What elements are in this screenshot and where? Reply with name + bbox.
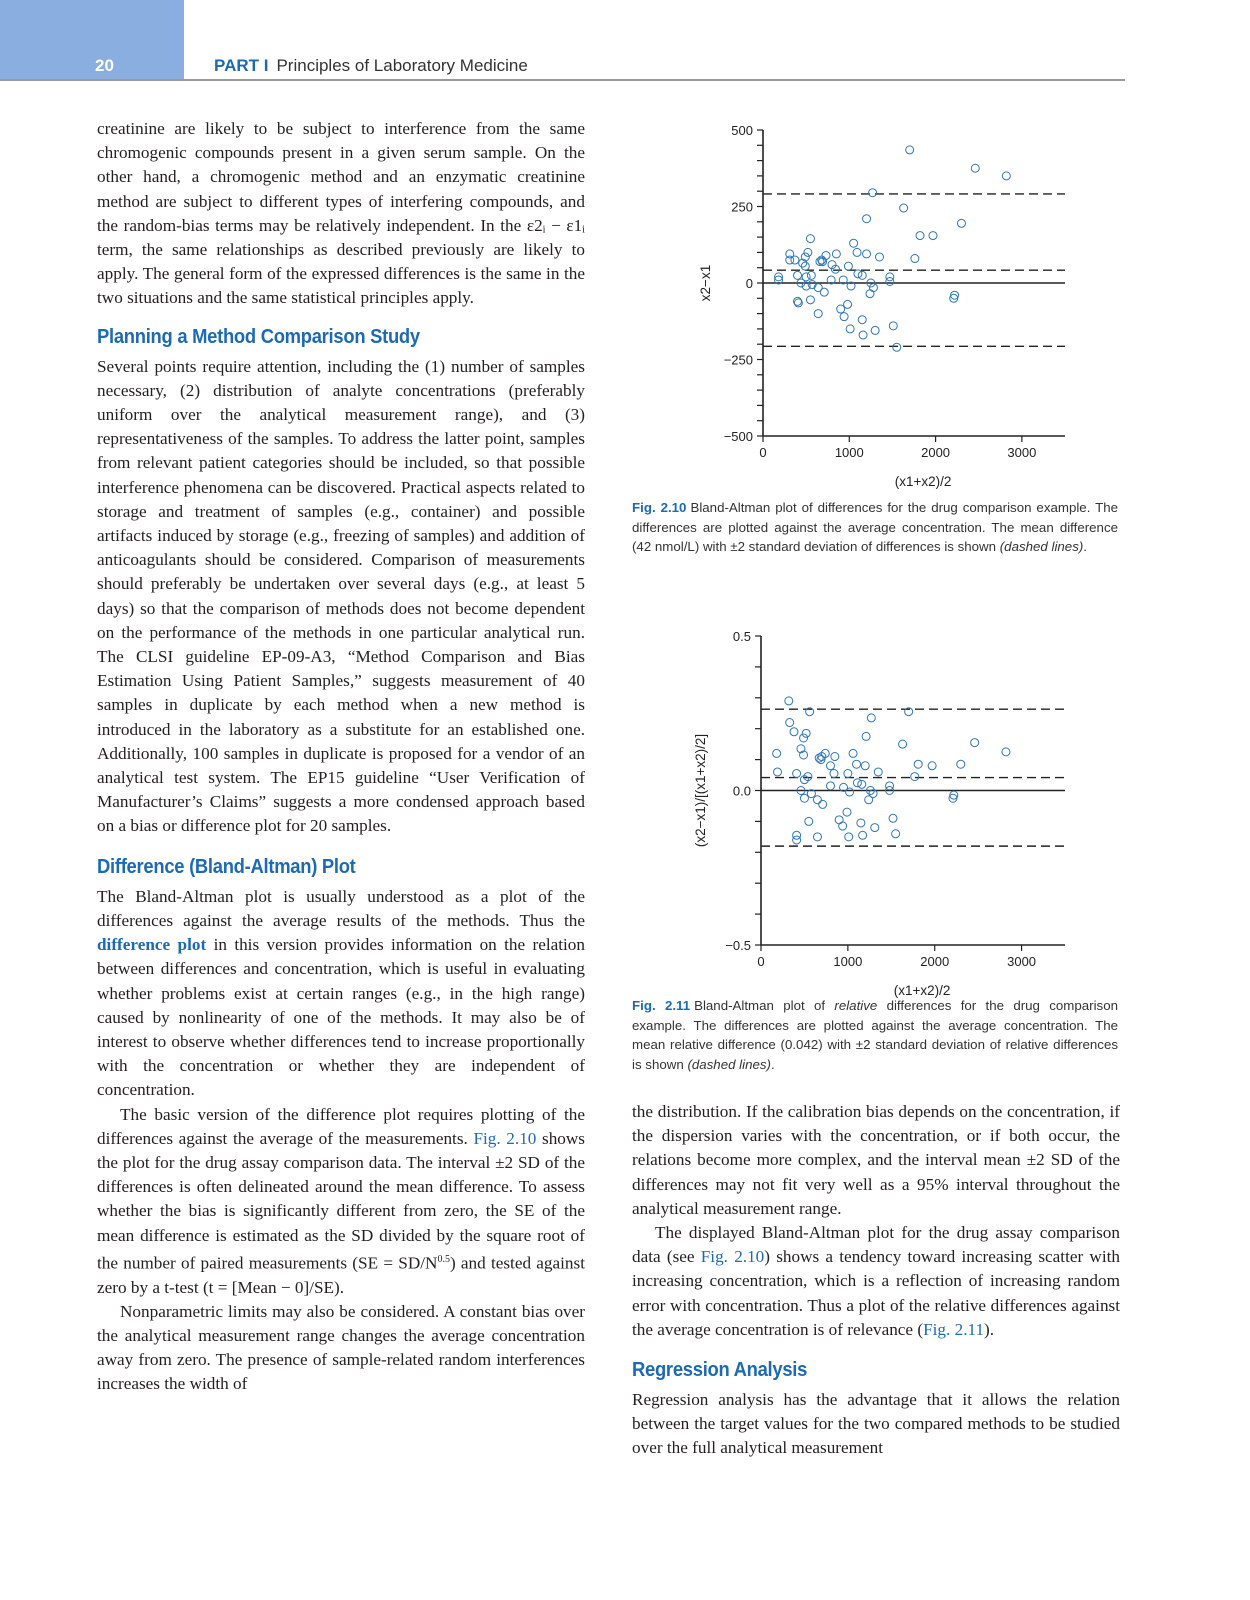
data-point <box>857 819 865 827</box>
x-tick-label: 0 <box>759 445 767 460</box>
x-tick-label: 3000 <box>1007 445 1037 460</box>
y-tick-label: −0.5 <box>725 938 751 953</box>
data-point <box>814 310 822 318</box>
data-point <box>853 779 861 787</box>
fig-2-11-link[interactable]: Fig. 2.11 <box>923 1319 985 1339</box>
data-point <box>871 326 879 334</box>
data-point <box>805 817 813 825</box>
data-point <box>892 830 900 838</box>
x-axis-label: (x1+x2)/2 <box>893 983 951 998</box>
y-axis-label: x2−x1 <box>698 264 713 302</box>
data-point <box>844 262 852 270</box>
figure-label: Fig. 2.11 <box>632 998 691 1013</box>
data-point <box>804 248 812 256</box>
data-point <box>971 164 979 172</box>
data-point <box>893 343 901 351</box>
data-point <box>802 729 810 737</box>
data-point <box>820 288 828 296</box>
y-tick-label: −500 <box>723 429 753 444</box>
data-point <box>804 773 812 781</box>
data-point <box>971 739 979 747</box>
paragraph: The Bland-Altman plot is usually understood as a plot of the differences against the average results of the methods. Thus the difference plot in this version provides information on the relation between differences and concentration, which is useful in evaluating whether problems exist at certain ranges (e.g., in the high range) caused by nonlinearity of one of the methods. It may also be of interest to observe whether differences tend to increase proportionally with the concentration or whether they are independent of concentration. <box>97 886 585 1100</box>
data-point <box>886 273 894 281</box>
data-point <box>822 251 830 259</box>
data-point <box>957 219 965 227</box>
data-point <box>793 770 801 778</box>
data-point <box>911 255 919 263</box>
x-tick-label: 2000 <box>920 954 950 969</box>
data-point <box>840 313 848 321</box>
data-point <box>844 770 852 778</box>
data-point <box>826 782 834 790</box>
section-heading-difference-plot: Difference (Bland-Altman) Plot <box>97 855 356 878</box>
data-point <box>906 146 914 154</box>
x-tick-label: 1000 <box>833 954 863 969</box>
y-tick-label: 0 <box>745 276 753 291</box>
data-point <box>853 248 861 256</box>
data-point <box>869 189 877 197</box>
data-point <box>832 250 840 258</box>
data-point <box>813 796 821 804</box>
x-axis-label: (x1+x2)/2 <box>894 474 952 489</box>
paragraph: Several points require attention, including the (1) number of samples necessary, (2) distribution of analyte concentrations (preferably uniform over the analytical measurement range), and (3) representativeness of the samples. To address the latter point, samples from relevant patient categories should be included, so that possible interference phenomena can be discovered. Practical aspects related to storage and treatment of samples (e.g., container) and possible artifacts induced by storage (e.g., freezing of samples) and addition of anticoagulants should be considered. Comparison of measurements should preferably be undertaken over several days (e.g., at least 5 days) so that the comparison of methods does not become dependent on the performance of the methods in one particular analytical run. The CLSI guideline EP-09-A3, “Method Comparison and Bias Estimation Using Patient Samples,” suggests measurement of 40 samples in duplicate by each method when a new method is introduced in the laboratory as a substitute for an established one. Additionally, 100 samples in duplicate is proposed for a vendor of an analytical test system. The EP15 guideline “User Verification of Manufacturer’s Claims” suggests a more condensed approach based on a bias or difference plot for 20 samples. <box>97 356 585 836</box>
x-tick-label: 3000 <box>1007 954 1037 969</box>
data-point <box>911 773 919 781</box>
figure-2-10-chart <box>630 115 1090 495</box>
header-color-block <box>0 0 184 81</box>
paragraph: creatinine are likely to be subject to interference from the same chromogenic compounds present in a given serum sample. On the other hand, a chromogenic method and an enzymatic creatinine method are subject to different types of interfering compounds, and the random-bias terms may be relatively independent. In the ε2ᵢ − ε1ᵢ term, the same relationships as described previously are likely to apply. The general form of the expressed differences is the same in the two situations and the same statistical principles apply. <box>97 119 585 308</box>
data-point <box>875 253 883 261</box>
data-point <box>802 273 810 281</box>
paragraph: Nonparametric limits may also be considered. A constant bias over the analytical measurement range changes the average concentration away from zero. The presence of sample-related random interferences increases the width of <box>97 1301 585 1394</box>
data-point <box>800 794 808 802</box>
figure-2-11-caption: Fig. 2.11 Bland-Altman plot of relative differences for the drug comparison example. The differences are plotted against the average concentration. The mean relative difference (0.042) with ±2 standard deviation of relative differences is shown (dashed lines). <box>632 998 1118 1072</box>
data-point <box>886 277 894 285</box>
y-tick-label: 0.5 <box>732 629 751 644</box>
data-point <box>867 714 875 722</box>
figure-label: Fig. 2.10 <box>632 500 687 515</box>
y-tick-label: 0.0 <box>732 783 751 799</box>
left-column <box>97 117 585 1397</box>
data-point <box>831 753 839 761</box>
data-point <box>845 833 853 841</box>
data-point <box>773 749 781 757</box>
data-point <box>858 316 866 324</box>
right-column <box>632 1100 1120 1461</box>
x-tick-label: 1000 <box>834 445 864 460</box>
data-point <box>790 728 798 736</box>
data-point <box>826 762 834 770</box>
page-number: 20 <box>95 56 114 75</box>
paragraph: The basic version of the difference plot requires plotting of the differences against the average of the measurements. Fig. 2.10 shows the plot for the drug assay comparison data. The interval ±2 SD of the differences is often delineated around the mean difference. To assess whether the bias is significantly different from zero, the SE of the mean difference is estimated as the SD divided by the square root of the number of paired measurements $(SE = SD/N^{0.5})$ and tested against zero by a t-test (t = [Mean − 0]/SE). <box>97 1104 585 1297</box>
paragraph: The displayed Bland-Altman plot for the drug assay comparison data (see Fig. 2.10) shows a tendency toward increasing scatter with increasing concentration, which is a reflection of increasing random error with concentration. Thus a plot of the relative differences against the average concentration is of relevance (Fig. 2.11). <box>632 1223 1120 1339</box>
data-point <box>889 814 897 822</box>
y-axis-label: (x2−x1)/[(x1+x2)/2] <box>693 733 708 848</box>
header-rule <box>0 79 1125 81</box>
data-point <box>900 204 908 212</box>
data-point <box>866 290 874 298</box>
data-point <box>874 768 882 776</box>
data-point <box>869 284 877 292</box>
running-header <box>214 56 528 76</box>
data-point <box>846 325 854 333</box>
data-point <box>839 822 847 830</box>
data-point <box>1002 748 1010 756</box>
data-point <box>806 296 814 304</box>
section-heading-planning: Planning a Method Comparison Study <box>97 325 420 348</box>
data-point <box>794 271 802 279</box>
data-point <box>914 760 922 768</box>
data-point <box>835 816 843 824</box>
y-tick-label: 250 <box>731 199 753 215</box>
keyword-difference-plot: difference plot <box>97 935 207 955</box>
part-label: PART I <box>214 56 269 75</box>
data-point <box>850 239 858 247</box>
book-title: Principles of Laboratory Medicine <box>276 56 528 75</box>
fig-2-10-link[interactable]: Fig. 2.10 <box>700 1247 765 1267</box>
data-point <box>916 232 924 240</box>
data-point <box>807 271 815 279</box>
data-point <box>819 800 827 808</box>
data-point <box>853 760 861 768</box>
data-point <box>863 215 871 223</box>
relative-bland-altman-plot <box>630 610 1090 998</box>
data-point <box>928 762 936 770</box>
x-tick-label: 2000 <box>921 445 951 460</box>
data-point <box>886 782 894 790</box>
data-point <box>858 780 866 788</box>
data-point <box>830 770 838 778</box>
data-point <box>859 831 867 839</box>
data-point <box>774 768 782 776</box>
data-point <box>957 760 965 768</box>
data-point <box>899 740 907 748</box>
fig-2-10-link[interactable]: Fig. 2.10 <box>473 1128 537 1148</box>
data-point <box>791 256 799 264</box>
data-point <box>871 824 879 832</box>
data-point <box>862 732 870 740</box>
data-point <box>793 836 801 844</box>
data-point <box>793 831 801 839</box>
y-tick-label: −250 <box>723 352 753 368</box>
data-point <box>785 697 793 705</box>
data-point <box>843 808 851 816</box>
data-point <box>813 833 821 841</box>
figure-2-10-caption: Fig. 2.10 Bland-Altman plot of differences for the drug comparison example. The differences are plotted against the average concentration. The mean difference (42 nmol/L) with ±2 standard deviation of differences is shown (dashed lines). <box>632 500 1118 555</box>
data-point <box>786 719 794 727</box>
section-heading-regression: Regression Analysis <box>632 1359 808 1382</box>
data-point <box>821 749 829 757</box>
data-point <box>844 300 852 308</box>
bland-altman-plot <box>630 115 1090 495</box>
data-point <box>889 322 897 330</box>
data-point <box>859 331 867 339</box>
x-tick-label: 0 <box>757 954 765 969</box>
data-point <box>849 749 857 757</box>
data-point <box>1002 172 1010 180</box>
paragraph: the distribution. If the calibration bias depends on the concentration, if the dispersion varies with the concentration, or if both occur, the relations become more complex, and the interval mean ±2 SD of the differences may not fit very well as a 95% interval throughout the analytical measurement range. <box>632 1102 1120 1218</box>
data-point <box>800 734 808 742</box>
paragraph: Regression analysis has the advantage that it allows the relation between the target values for the two compared methods to be studied over the full analytical measurement <box>632 1390 1120 1458</box>
y-tick-label: 500 <box>731 123 753 138</box>
data-point <box>929 232 937 240</box>
data-point <box>846 788 854 796</box>
data-point <box>806 235 814 243</box>
figure-2-11-chart <box>630 610 1090 998</box>
data-point <box>863 250 871 258</box>
data-point <box>861 762 869 770</box>
